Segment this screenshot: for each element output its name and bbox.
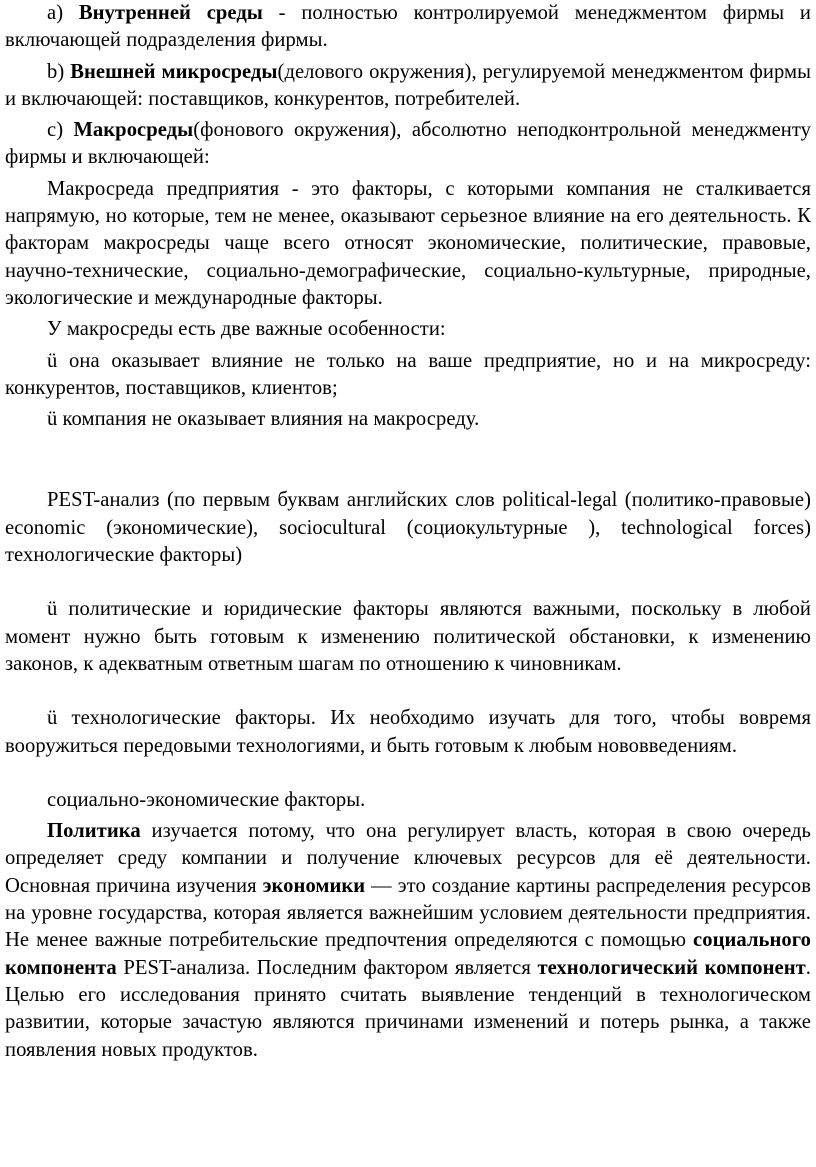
spacer xyxy=(5,433,811,487)
document-page xyxy=(5,0,811,1064)
item-b-text: (делового окружения), регулируемой менеджментом фирмы и включающей: поставщиков, конкурентов, потребителей. xyxy=(5,60,811,110)
pest-paragraph: PEST-анализ (по первым буквам английских слов political-legal (политико-правовые) economic (экономические), sociocultural (социокультурные ), technological forces) технологические факторы) xyxy=(5,489,811,567)
socio-factor: социально-экономические факторы. xyxy=(47,788,366,811)
item-c-term: Макросреды xyxy=(73,119,194,142)
item-a-marker: a) xyxy=(47,2,79,24)
item-c xyxy=(5,117,811,172)
political-factor: ü политические и юридические факторы являются важными, поскольку в любой момент нужно быть готовым к изменению политической обстановки, к изменению законов, к адекватным ответным шагам по отношению к чиновникам. xyxy=(5,598,811,675)
spacer xyxy=(5,569,811,596)
spacer xyxy=(5,678,811,705)
item-b-term: Внешней микросреды xyxy=(70,60,278,83)
item-a-term: Внутренней среды xyxy=(78,2,263,24)
final-text-2: — это создание картины распределения ресурсов на уровне государства, которая является важнейшим условием деятельности предприятия. Не менее важные потребительские предпочтения определяются с помощью xyxy=(5,874,811,952)
feature-item-2: ü компания не оказывает влияния на макросреду. xyxy=(47,408,480,431)
features-intro: У макросреды есть две важные особенности: xyxy=(47,318,446,341)
final-text-1: изучается потому, что она регулирует власть, которая в свою очередь определяет среду компании и получение ключевых ресурсов для её деятельности. Основная причина изучения xyxy=(5,820,811,897)
term-tech-component: технологический компонент xyxy=(537,956,806,979)
item-a-text: - полностью контролируемой менеджментом фирмы и включающей подразделения фирмы. xyxy=(5,2,811,52)
item-c-marker: c) xyxy=(47,119,74,142)
term-politics: Политика xyxy=(47,820,141,843)
item-c-text: (фонового окружения), абсолютно неподконтрольной менеджменту фирмы и включающей: xyxy=(5,119,811,169)
final-paragraph xyxy=(5,818,811,1064)
macro-paragraph: Макросреда предприятия - это факторы, с которыми компания не сталкивается напрямую, но которые, тем не менее, оказывают серьезное влияние на его деятельность. К факторам макросреды чаще всего относят экономические, политические, правовые, научно-технические, социально-демографические, социально-культурные, природные, экологические и международные факторы. xyxy=(5,177,811,309)
spacer xyxy=(5,760,811,787)
tech-factor: ü технологические факторы. Их необходимо изучать для того, чтобы вовремя вооружиться передовыми технологиями, и быть готовым к любым нововведениям. xyxy=(5,707,811,757)
final-text-4: . Целью его исследования принято считать выявление тенденций в технологическом развитии, которые зачастую являются причинами изменений и потерь рынка, а также появления новых продуктов. xyxy=(5,956,811,1061)
term-economics: экономики xyxy=(262,874,366,897)
final-text-3: PEST-анализа. Последним фактором является xyxy=(116,956,538,979)
item-b xyxy=(5,59,811,114)
term-social-component: социального компонента xyxy=(5,929,811,979)
item-b-marker: b) xyxy=(47,60,71,83)
item-a xyxy=(5,0,811,55)
feature-item-1: ü она оказывает влияние не только на ваше предприятие, но и на микросреду: конкурентов, поставщиков, клиентов; xyxy=(5,349,811,399)
